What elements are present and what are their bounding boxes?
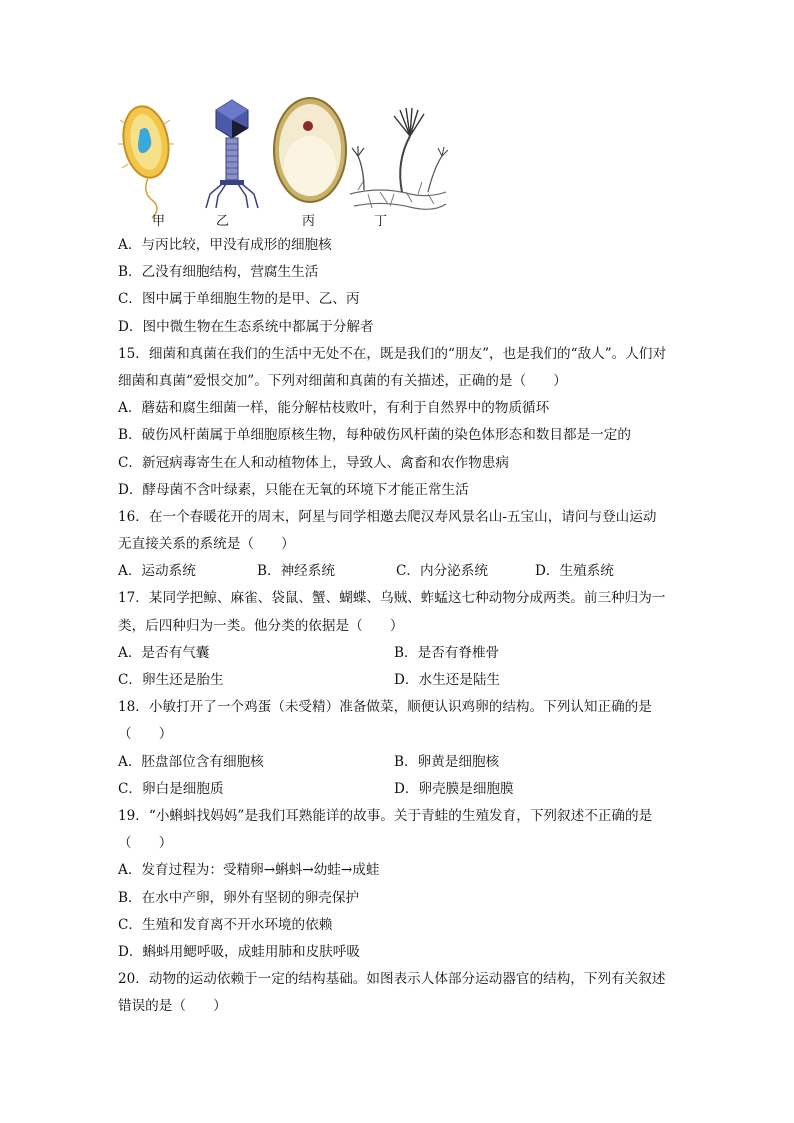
q18-stem-line-2: （ ）: [118, 726, 173, 743]
figure-label-jia: 甲: [152, 214, 166, 229]
q19-option-d: D．蝌蚪用鳃呼吸，成蛙用肺和皮肤呼吸: [118, 943, 360, 960]
q18-option-d: D．卵壳膜是细胞膜: [394, 780, 514, 797]
mold-illustration: [350, 108, 448, 209]
q17-option-a: A．是否有气囊: [118, 644, 210, 661]
q17-option-c: C．卵生还是胎生: [118, 672, 224, 688]
figure-label-yi: 乙: [216, 214, 230, 229]
q14-option-d: D．图中微生物在生态系统中都属于分解者: [118, 318, 374, 335]
question-content: [118, 232, 688, 1020]
q18-stem-line-1: 18．小敏打开了一个鸡蛋（未受精）准备做菜，顺便认识鸡卵的结构。下列认知正确的是: [118, 699, 652, 716]
q18-option-b: B．卵黄是细胞核: [394, 753, 500, 770]
q18-options-row-1: [118, 749, 688, 776]
q20-stem-line-2: 错误的是（ ）: [118, 998, 227, 1015]
q15-option-d: D．酵母菌不含叶绿素，只能在无氧的环境下才能正常生活: [118, 481, 469, 498]
q16-stem-line-1: 16．在一个春暖花开的周末，阿星与同学相邀去爬汉寿风景名山-五宝山，请问与登山运动: [118, 508, 657, 525]
figure-label-bing: 丙: [302, 214, 316, 229]
q19-option-b: B．在水中产卵，卵外有坚韧的卵壳保护: [118, 889, 360, 906]
q15-option-a: A．蘑菇和腐生细菌一样，能分解枯枝败叶，有利于自然界中的物质循环: [118, 400, 550, 417]
q18-option-c: C．卵白是细胞质: [118, 780, 224, 797]
q14-option-c: C．图中属于单细胞生物的是甲、乙、丙: [118, 291, 360, 308]
q19-option-c: C．生殖和发育离不开水环境的依赖: [118, 916, 333, 933]
q16-option-a: A．运动系统: [118, 563, 196, 580]
q20-stem-line-1: 20．动物的运动依赖于一定的结构基础。如图表示人体部分运动器官的结构，下列有关叙述: [118, 971, 666, 988]
q16-option-d: D．生殖系统: [535, 563, 614, 580]
q15-option-b: B．破伤风杆菌属于单细胞原核生物，每种破伤风杆菌的染色体形态和数目都是一定的: [118, 427, 631, 444]
q14-option-a: A．与丙比较，甲没有成形的细胞核: [118, 237, 332, 253]
q14-option-b: B．乙没有细胞结构，营腐生生活: [118, 264, 319, 281]
q17-options-row-2: [118, 667, 688, 694]
microorganisms-figure: [118, 94, 448, 226]
q16-option-c: C．内分泌系统: [396, 563, 488, 580]
bacteriophage-illustration: [206, 100, 258, 208]
q16-option-b: B．神经系统: [257, 563, 335, 580]
cell-illustration: [274, 98, 346, 202]
q15-option-c: C．新冠病毒寄生在人和动植物体上，导致人、禽畜和农作物患病: [118, 454, 510, 471]
q16-options: [118, 558, 688, 585]
q18-option-a: A．胚盘部位含有细胞核: [118, 753, 264, 770]
q17-stem-line-1: 17．某同学把鲸、麻雀、袋鼠、蟹、蝴蝶、乌贼、蚱蜢这七种动物分成两类。前三种归为一: [118, 590, 666, 607]
q19-stem-line-1: 19．“小蝌蚪找妈妈”是我们耳熟能详的故事。关于青蛙的生殖发育，下列叙述不正确的是: [118, 807, 653, 824]
q15-stem-line-1: 15．细菌和真菌在我们的生活中无处不在，既是我们的“朋友”，也是我们的“敌人”。人们对: [118, 345, 667, 362]
q19-stem-line-2: （ ）: [118, 835, 173, 852]
q17-option-b: B．是否有脊椎骨: [394, 644, 500, 661]
q16-stem-line-2: 无直接关系的系统是（ ）: [118, 536, 295, 553]
q17-option-d: D．水生还是陆生: [394, 672, 501, 688]
q17-stem-line-2: 类，后四种归为一类。他分类的依据是（ ）: [118, 617, 404, 634]
q18-options-row-2: [118, 776, 688, 803]
figure-label-ding: 丁: [374, 214, 388, 229]
q15-stem-line-2: 细菌和真菌“爱恨交加”。下列对细菌和真菌的有关描述，正确的是（ ）: [118, 372, 567, 389]
q17-options-row-1: [118, 640, 688, 667]
q19-option-a: A．发育过程为：受精卵→蝌蚪→幼蛙→成蛙: [118, 862, 380, 879]
bacterium-illustration: [118, 103, 174, 218]
